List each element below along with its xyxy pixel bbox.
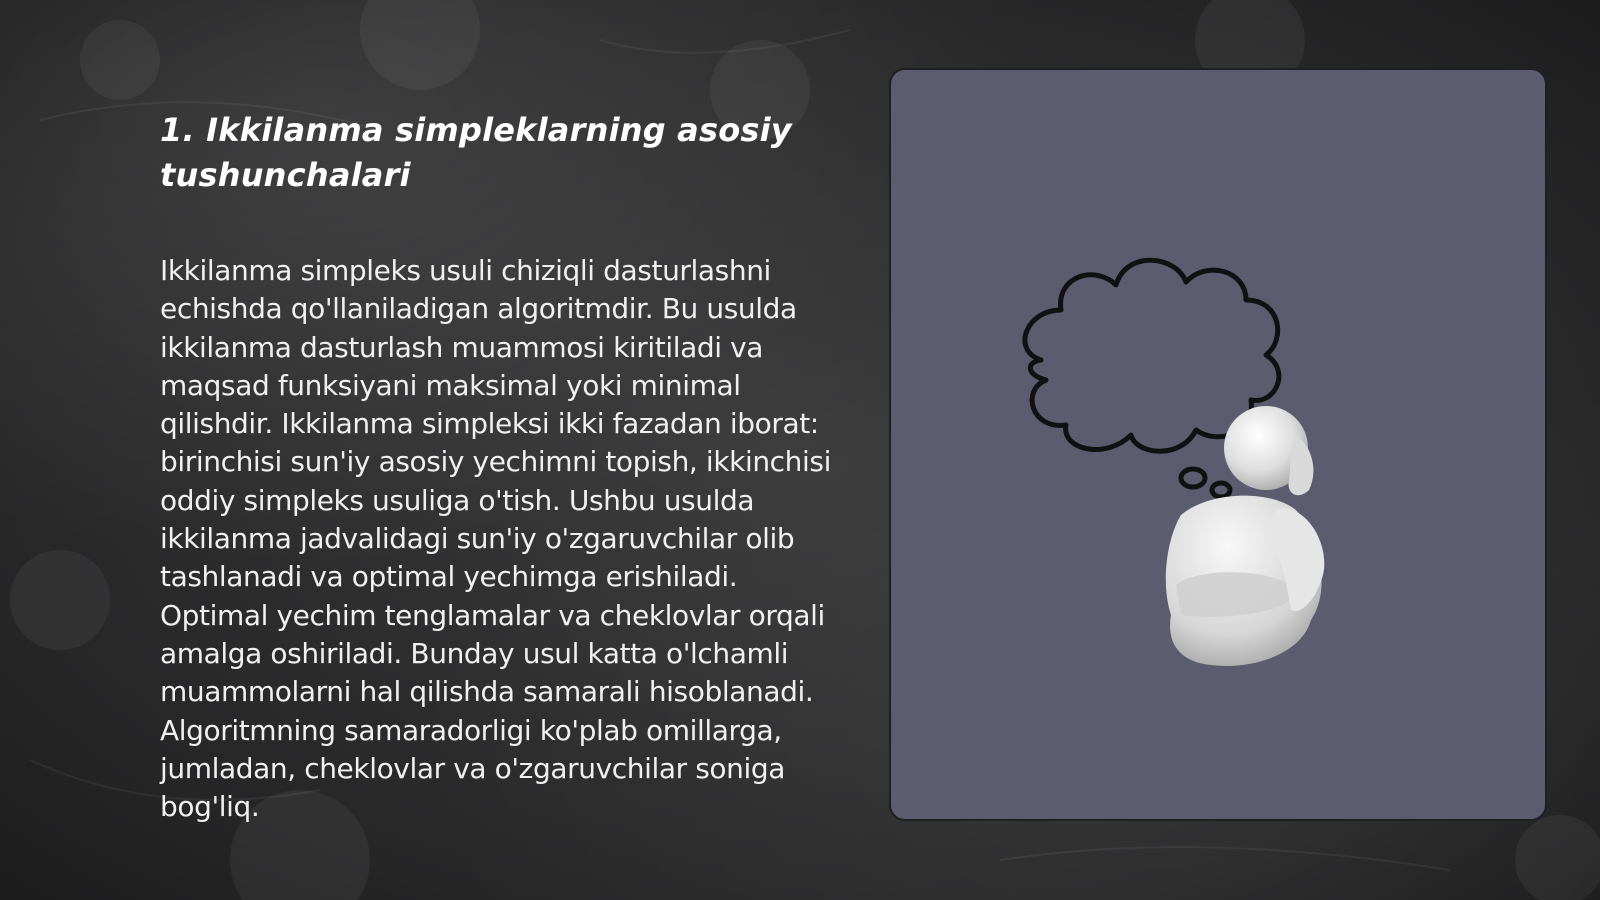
slide-body-text: Ikkilanma simpleks usuli chiziqli dasturlashni echishda qo'llaniladigan algoritmdir. Bu usulda ikkilanma dasturlash muammosi kiritiladi va maqsad funksiyani maksimal yoki minimal qilishdir. Ikkilanma simpleksi ikki fazadan iborat: birinchisi sun'iy asosiy yechimni topish, ikkinchisi oddiy simpleks usuliga o'tish. Ushbu usulda ikkilanma jadvalidagi sun'iy o'zgaruvchilar olib tashlanadi va optimal yechimga erishiladi. Optimal yechim tenglamalar va cheklovlar orqali amalga oshiriladi. Bunday usul katta o'lchamli muammolarni hal qilishda samarali hisoblanadi. Algoritmning samaradorligi ko'plab omillarga, jumladan, cheklovlar va o'zgaruvchilar soniga bog'liq. [160,254,831,824]
text-content [160,108,840,826]
person-figure [1166,406,1325,666]
slide-title: 1. Ikkilanma simpleklarning asosiy tushunchalari [160,111,792,194]
illustration-panel [889,68,1547,821]
thinking-person-icon [891,70,1547,821]
